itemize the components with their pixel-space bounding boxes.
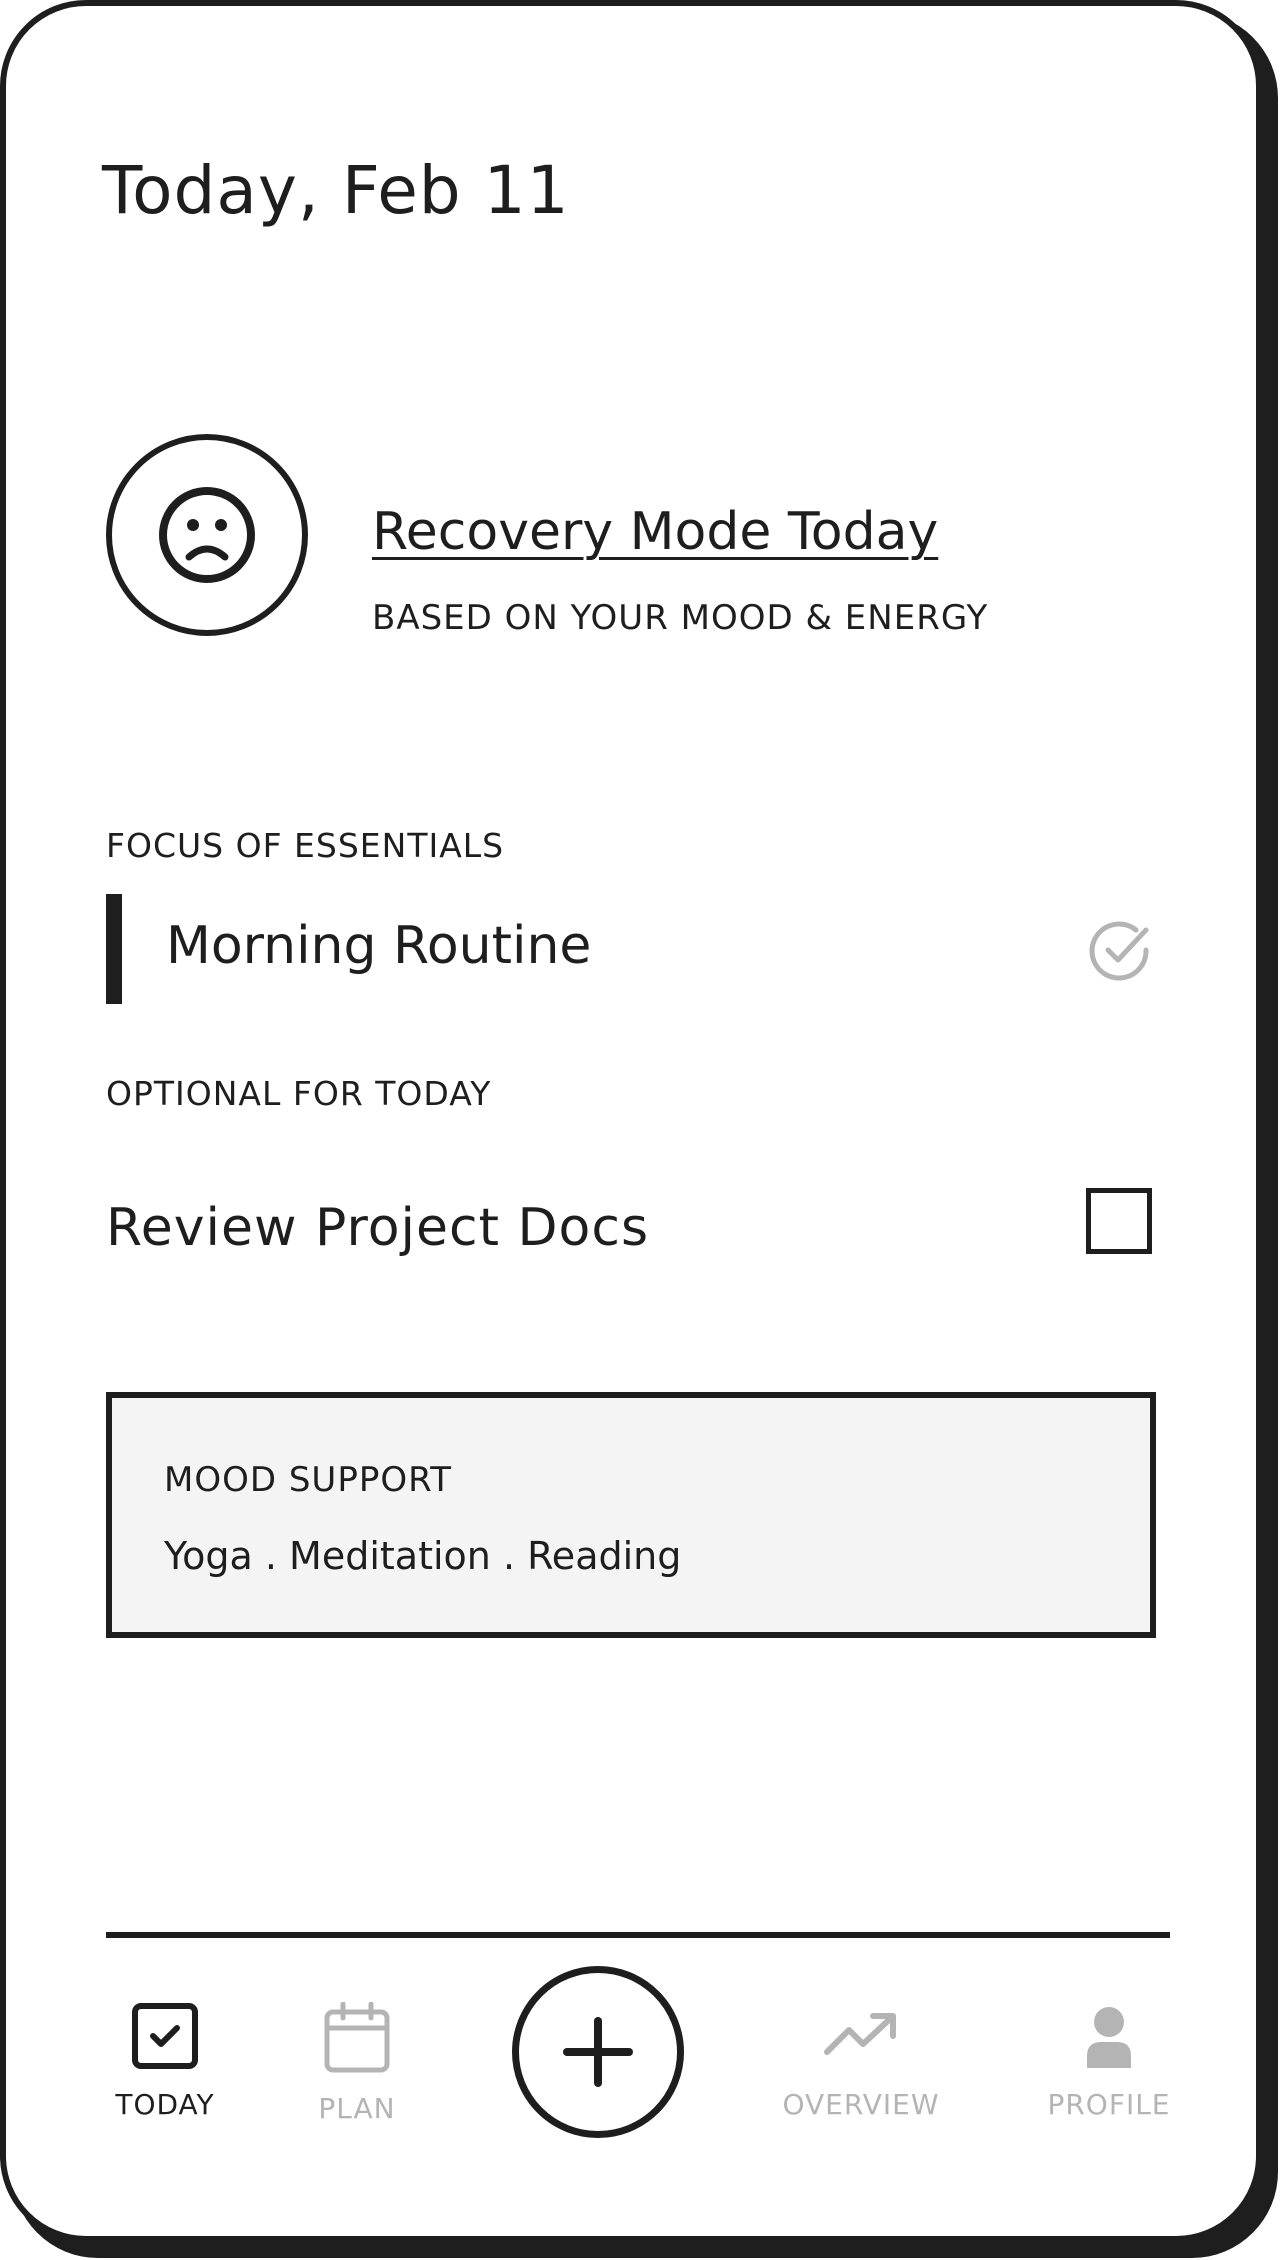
user-icon [1075,2002,1143,2070]
mode-subtitle: BASED ON YOUR MOOD & ENERGY [372,598,989,638]
nav-item-today[interactable] [110,2002,220,2121]
nav-label-profile: PROFILE [1047,2088,1171,2121]
bottom-nav-divider [106,1932,1170,1938]
mood-support-items: Yoga . Meditation . Reading [164,1534,682,1578]
essential-accent-bar [106,894,122,1004]
mood-indicator[interactable] [106,434,308,636]
check-square-icon [131,2002,199,2070]
trending-up-icon [821,2002,901,2070]
nav-label-today: TODAY [115,2088,215,2121]
mood-support-title: MOOD SUPPORT [164,1460,453,1500]
calendar-icon [323,2002,391,2074]
essentials-section-label: FOCUS OF ESSENTIALS [106,826,505,865]
optional-task-checkbox[interactable] [1086,1188,1152,1254]
recovery-mode-link[interactable]: Recovery Mode Today [372,502,939,562]
nav-item-overview[interactable] [776,2002,946,2121]
nav-label-overview: OVERVIEW [782,2088,940,2121]
add-task-button[interactable] [512,1966,684,2138]
nav-item-plan[interactable] [302,2002,412,2125]
nav-label-plan: PLAN [318,2092,396,2125]
check-circle-icon [1084,916,1156,988]
optional-section-label: OPTIONAL FOR TODAY [106,1074,492,1113]
complete-task-button[interactable] [1084,916,1156,988]
plus-icon [561,2015,635,2089]
essential-task-title[interactable]: Morning Routine [166,916,592,976]
mood-support-card [106,1392,1156,1638]
page-title: Today, Feb 11 [102,152,570,229]
optional-task-title[interactable]: Review Project Docs [106,1198,650,1258]
nav-item-profile[interactable] [1026,2002,1192,2121]
sad-face-icon [157,485,257,585]
